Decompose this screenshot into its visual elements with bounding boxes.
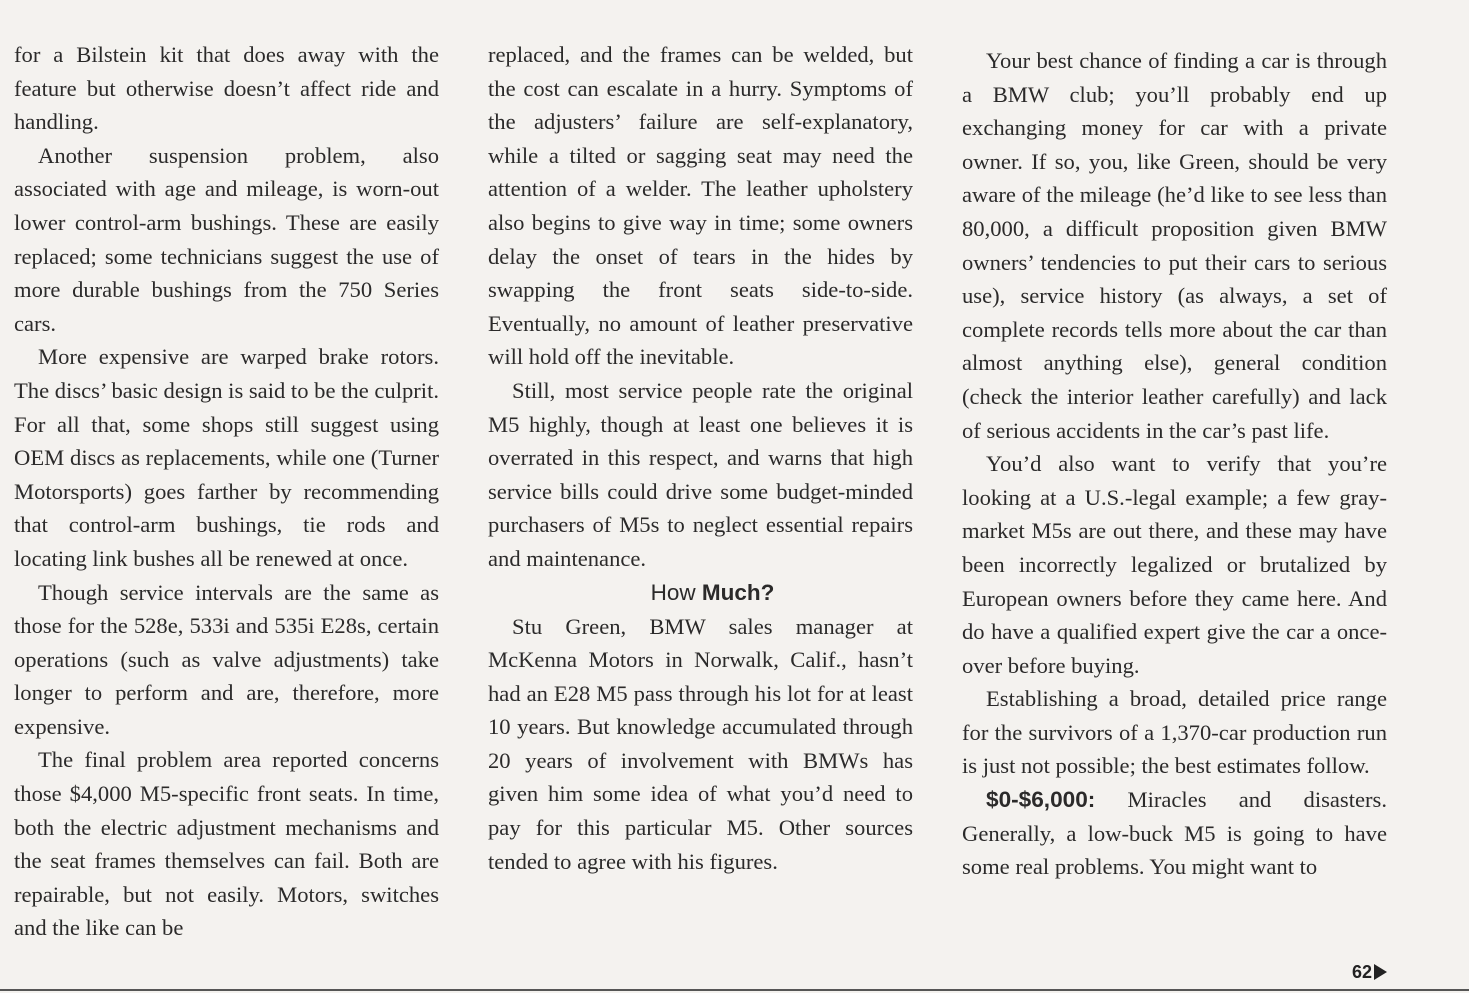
text-column-1 [14, 38, 439, 945]
paragraph: Still, most service people rate the original M5 highly, though at least one believes it is overrated in this respect, and warns that high service bills could drive some budget-minded purchasers of M5s to neglect essential repairs and maintenance. [488, 377, 913, 571]
paragraph: Though service intervals are the same as those for the 528e, 533i and 535i E28s, certain operations (such as valve adjustments) take longer to perform and are, therefore, more expensive. [14, 579, 439, 739]
paragraph: You’d also want to verify that you’re looking at a U.S.-legal example; a few gray-market M5s are out there, and these may have been incorrectly legalized or brutalized by European owners before they came here. And do have a qualified expert give the car a once-over before buying. [962, 451, 1387, 678]
heading-light: How [650, 579, 702, 605]
paragraph: Stu Green, BMW sales manager at McKenna Motors in Norwalk, Calif., hasn’t had an E28 M5 pass through his lot for at least 10 years. But knowledge accumulated through 20 years of involvement with BMWs has given him some idea of what you’d need to pay for this particular M5. Other sources tended to agree with his figures. [488, 613, 913, 874]
paragraph: Your best chance of finding a car is through a BMW club; you’ll probably end up exchanging money for car with a private owner. If so, you, like Green, should be very aware of the mileage (he’d like to see less than 80,000, a difficult proposition given BMW owners’ tendencies to put their cars to serious use), service history (as always, a set of complete records tells more about the car than almost anything else), general condition (check the interior leather carefully) and lack of serious accidents in the car’s past life. [962, 48, 1387, 443]
heading-bold: Much? [701, 579, 775, 605]
bottom-rule [0, 989, 1469, 991]
text-column-3 [962, 44, 1387, 884]
paragraph: The final problem area reported concerns those $4,000 M5-specific front seats. In time, both the electric adjustment mechanisms and the seat frames themselves can fail. Both are repairable, but not easily. Motors, switches and the like can be [14, 747, 439, 941]
paragraph: More expensive are warped brake rotors. The discs’ basic design is said to be the culprit. For all that, some shops still suggest using OEM discs as replacements, while one (Turner Motorsports) goes farther by recommending that control-arm bushings, tie rods and locating link bushes all be renewed at once. [14, 344, 440, 571]
text-column-2 [488, 38, 913, 878]
paragraph [962, 783, 1387, 884]
continue-arrow-icon [1374, 964, 1387, 980]
page-number-text: 62 [1351, 962, 1372, 982]
paragraph: Another suspension problem, also associated with age and mileage, is worn-out lower control-arm bushings. These are easily replaced; some technicians suggest the use of more durable bushings from the 750 Series cars. [14, 142, 439, 336]
page-number [1352, 962, 1387, 983]
paragraph: Establishing a broad, detailed price range for the survivors of a 1,370-car production run is just not possible; the best estimates follow. [962, 686, 1387, 779]
price-range-text: Miracles and disasters. Generally, a low-buck M5 is going to have some real problems. You might want to [962, 787, 1387, 880]
paragraph: for a Bilstein kit that does away with the feature but otherwise doesn’t affect ride and handling. [14, 42, 439, 135]
price-range-label: $0-$6,000: [986, 787, 1096, 813]
section-heading [488, 576, 913, 610]
paragraph: replaced, and the frames can be welded, but the cost can escalate in a hurry. Symptoms of the adjusters’ failure are self-explanatory, while a tilted or sagging seat may need the attention of a welder. The leather upholstery also begins to give way in time; some owners delay the onset of tears in the hides by swapping the front seats side-to-side. Eventually, no amount of leather preservative will hold off the inevitable. [488, 42, 913, 370]
